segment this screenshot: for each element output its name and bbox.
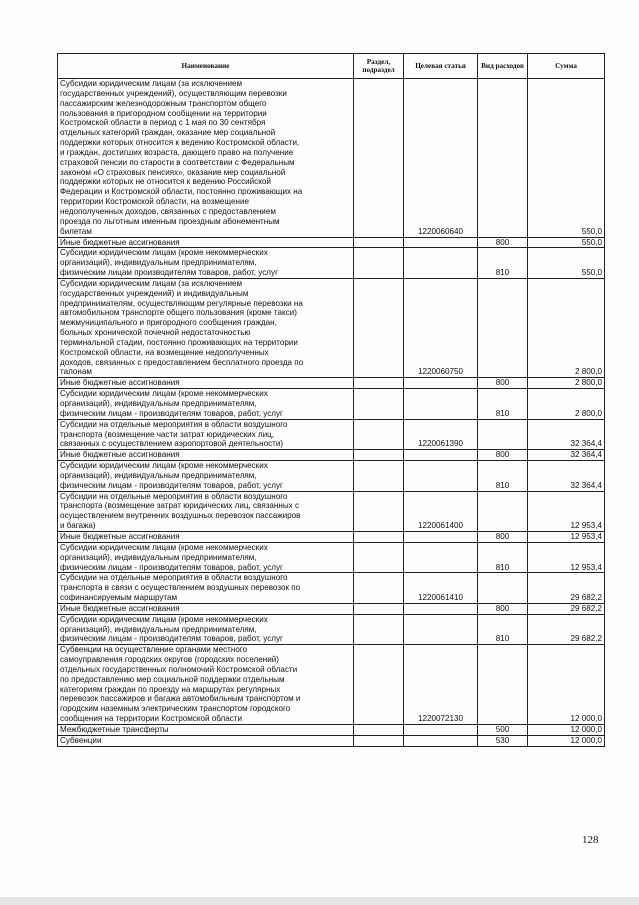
cell-type: 500	[478, 725, 528, 736]
page-number: 128	[582, 834, 599, 846]
cell-section	[354, 645, 404, 725]
cell-section	[354, 278, 404, 377]
table-row	[58, 603, 605, 614]
cell-section	[354, 491, 404, 531]
cell-name: Субсидии юридическим лицам (кроме некоммерческих организаций), индивидуальным предпринимателям, физическим лицам - производителям товаров, работ, услуг	[58, 461, 354, 492]
cell-section	[354, 531, 404, 542]
header-target: Целевая статья	[404, 54, 478, 79]
header-type: Вид расходов	[478, 54, 528, 79]
table-row	[58, 378, 605, 389]
cell-sum: 12 953,4	[528, 491, 605, 531]
cell-sum: 29 682,2	[528, 614, 605, 645]
cell-target	[404, 248, 478, 279]
cell-section	[354, 461, 404, 492]
cell-section	[354, 79, 404, 238]
cell-name: Субвенции на осуществление органами местного самоуправления городских округов (городских поселений) отдельных государственных полномочий Костромской области по предоставлению мер социальной поддержки отдельным категориям граждан по проезду на маршрутах регулярных перевозок пассажиров и багажа автомобильным транспортом и городским наземным электрическим транспортом городского сообщения на территории Костромской области	[58, 645, 354, 725]
cell-sum: 32 364,4	[528, 450, 605, 461]
cell-sum: 12 000,0	[528, 735, 605, 746]
cell-target	[404, 542, 478, 573]
cell-section	[354, 378, 404, 389]
table-row	[58, 735, 605, 746]
table-body	[58, 79, 605, 747]
cell-sum: 32 364,4	[528, 419, 605, 450]
cell-section	[354, 389, 404, 420]
cell-name: Иные бюджетные ассигнования	[58, 378, 354, 389]
cell-type: 800	[478, 450, 528, 461]
cell-type	[478, 79, 528, 238]
cell-name: Иные бюджетные ассигнования	[58, 237, 354, 248]
table-row	[58, 248, 605, 279]
table-row	[58, 237, 605, 248]
cell-section	[354, 573, 404, 604]
table-row	[58, 725, 605, 736]
cell-target: 1220061410	[404, 573, 478, 604]
cell-target: 1220060640	[404, 79, 478, 238]
cell-sum: 2 800,0	[528, 389, 605, 420]
cell-sum: 12 953,4	[528, 542, 605, 573]
cell-sum: 12 000,0	[528, 725, 605, 736]
cell-sum: 2 800,0	[528, 378, 605, 389]
cell-sum: 32 364,4	[528, 461, 605, 492]
cell-target: 1220072130	[404, 645, 478, 725]
cell-target	[404, 450, 478, 461]
cell-section	[354, 603, 404, 614]
table-row	[58, 491, 605, 531]
cell-target	[404, 389, 478, 420]
table-row	[58, 278, 605, 377]
header-section: Раздел, подраздел	[354, 54, 404, 79]
cell-section	[354, 419, 404, 450]
cell-name: Субсидии юридическим лицам (за исключением государственных учреждений), осуществляющим перевозки пассажирским железнодорожным транспортом общего пользования в пригородном сообщении на территории Костромской области в период с 1 мая по 30 сентября отдельных категорий граждан, оказание мер социальной поддержки которых относится к ведению Костромской области, и граждан, достигших возраста, дающего право на получение страховой пенсии по старости в соответствии с Федеральным законом «О страховых пенсиях», оказание мер социальной поддержки которых не относится к ведению Российской Федерации и Костромской области, постоянно проживающих на территории Костромской области, на возмещение недополученных доходов, связанных с предоставлением проезда по льготным именным проездным абонементным билетам	[58, 79, 354, 238]
cell-name: Субсидии юридическим лицам (кроме некоммерческих организаций), индивидуальным предпринимателям, физическим лицам - производителям товаров, работ, услуг	[58, 389, 354, 420]
cell-section	[354, 248, 404, 279]
cell-section	[354, 735, 404, 746]
cell-name: Иные бюджетные ассигнования	[58, 531, 354, 542]
cell-sum: 12 953,4	[528, 531, 605, 542]
table-row	[58, 614, 605, 645]
cell-type	[478, 419, 528, 450]
cell-target	[404, 378, 478, 389]
cell-target	[404, 603, 478, 614]
cell-type: 800	[478, 237, 528, 248]
cell-type	[478, 278, 528, 377]
table-row	[58, 531, 605, 542]
table-row	[58, 645, 605, 725]
cell-type: 800	[478, 378, 528, 389]
cell-section	[354, 450, 404, 461]
cell-name: Межбюджетные трансферты	[58, 725, 354, 736]
cell-target	[404, 461, 478, 492]
cell-sum: 550,0	[528, 79, 605, 238]
table-header-row	[58, 54, 605, 79]
cell-target: 1220061390	[404, 419, 478, 450]
cell-name: Иные бюджетные ассигнования	[58, 450, 354, 461]
cell-name: Иные бюджетные ассигнования	[58, 603, 354, 614]
cell-name: Субсидии на отдельные мероприятия в области воздушного транспорта в связи с осуществлением воздушных перевозок по софинансируемым маршрутам	[58, 573, 354, 604]
cell-target	[404, 531, 478, 542]
header-name: Наименование	[58, 54, 354, 79]
table-row	[58, 542, 605, 573]
cell-name: Субсидии юридическим лицам (кроме некоммерческих организаций), индивидуальным предпринимателям, физическим лицам - производителям товаров, работ, услуг	[58, 614, 354, 645]
cell-name: Субсидии на отдельные мероприятия в области воздушного транспорта (возмещение затрат юридических лиц, связанных с осуществлением внутренних воздушных перевозок пассажиров и багажа)	[58, 491, 354, 531]
cell-type: 810	[478, 542, 528, 573]
cell-name: Субсидии на отдельные мероприятия в области воздушного транспорта (возмещение части затрат юридических лиц, связанных с осуществлением аэропортовой деятельности)	[58, 419, 354, 450]
cell-section	[354, 725, 404, 736]
cell-target	[404, 237, 478, 248]
cell-name: Субсидии юридическим лицам (кроме некоммерческих организаций), индивидуальным предпринимателям, физическим лицам производителям товаров, работ, услуг	[58, 248, 354, 279]
table-row	[58, 461, 605, 492]
scan-edge	[0, 897, 639, 905]
budget-table	[57, 53, 605, 747]
cell-type: 530	[478, 735, 528, 746]
cell-name: Субсидии юридическим лицам (за исключением государственных учреждений) и индивидуальным предпринимателям, осуществляющим регулярные перевозки на автомобильном транспорте общего пользования (кроме такси) межмуниципального и пригородного сообщения граждан, больных хронической почечной недостаточностью терминальной стадии, постоянно проживающих на территории Костромской области, на возмещение недополученных доходов, связанных с предоставлением бесплатного проезда по талонам	[58, 278, 354, 377]
cell-sum: 29 682,2	[528, 603, 605, 614]
table-row	[58, 450, 605, 461]
cell-type	[478, 491, 528, 531]
cell-sum: 2 800,0	[528, 278, 605, 377]
cell-sum: 550,0	[528, 248, 605, 279]
cell-type: 810	[478, 248, 528, 279]
cell-sum: 550,0	[528, 237, 605, 248]
cell-sum: 12 000,0	[528, 645, 605, 725]
cell-type: 800	[478, 531, 528, 542]
cell-type	[478, 645, 528, 725]
table-row	[58, 389, 605, 420]
cell-target	[404, 725, 478, 736]
cell-type: 810	[478, 389, 528, 420]
cell-section	[354, 237, 404, 248]
cell-type	[478, 573, 528, 604]
table-row	[58, 573, 605, 604]
cell-type: 800	[478, 603, 528, 614]
cell-type: 810	[478, 461, 528, 492]
cell-name: Субвенции	[58, 735, 354, 746]
header-sum: Сумма	[528, 54, 605, 79]
cell-sum: 29 682,2	[528, 573, 605, 604]
table-row	[58, 419, 605, 450]
cell-target: 1220060750	[404, 278, 478, 377]
cell-section	[354, 614, 404, 645]
cell-target: 1220061400	[404, 491, 478, 531]
cell-name: Субсидии юридическим лицам (кроме некоммерческих организаций), индивидуальным предпринимателям, физическим лицам - производителям товаров, работ, услуг	[58, 542, 354, 573]
table-row	[58, 79, 605, 238]
cell-section	[354, 542, 404, 573]
cell-type: 810	[478, 614, 528, 645]
cell-target	[404, 614, 478, 645]
cell-target	[404, 735, 478, 746]
